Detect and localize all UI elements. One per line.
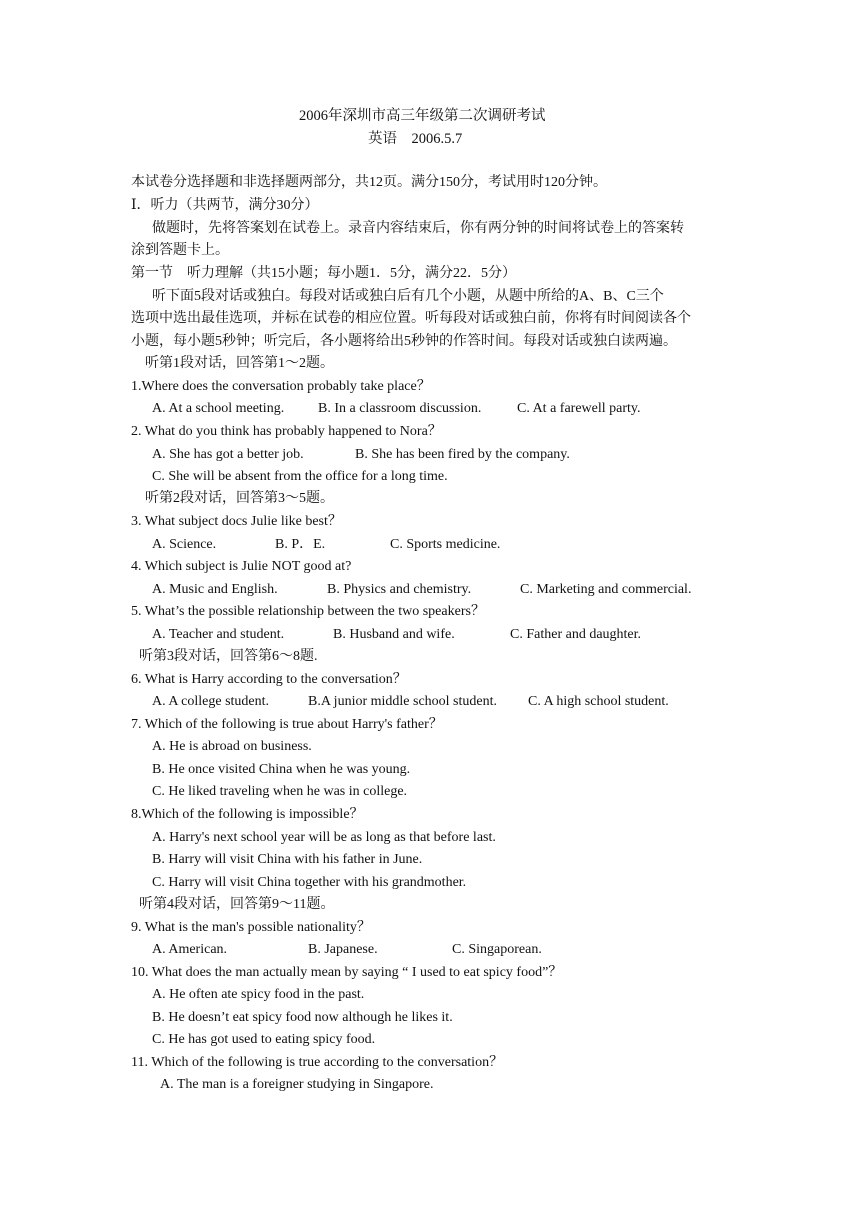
option-row (152, 580, 692, 600)
option-b: B. Harry will visit China with his father in June. (152, 852, 423, 867)
option-c: C. He has got used to eating spicy food. (152, 1032, 376, 1047)
question-stem: 2. What do you think has probably happened to Nora？ (131, 424, 442, 439)
option-a: A. The man is a foreigner studying in Singapore. (160, 1077, 434, 1092)
option-a: A. He often ate spicy food in the past. (152, 987, 365, 1002)
option-a: A. Music and English. (152, 582, 278, 597)
option-c: C. Marketing and commercial. (520, 582, 692, 597)
question-stem: 5. What’s the possible relationship between the two speakers？ (131, 604, 485, 619)
option-a: A. She has got a better job. (152, 447, 304, 462)
paper-info: 本试卷分选择题和非选择题两部分，共12页。满分150分，考试用时120分钟。 (131, 175, 607, 190)
option-a: A. American. (152, 942, 228, 957)
option-b: B. In a classroom discussion. (318, 401, 482, 416)
option-b: B.A junior middle school student. (308, 694, 497, 709)
option-row (152, 445, 570, 465)
question-stem: 1.Where does the conversation probably take place？ (131, 379, 431, 394)
option-c: C. She will be absent from the office for a long time. (152, 469, 448, 484)
option-row (152, 625, 642, 645)
section1-instructions: 选项中选出最佳选项，并标在试卷的相应位置。听每段对话或独白前，你将有时间阅读各个 (131, 311, 691, 326)
part1-note: 做题时，先将答案划在试卷上。录音内容结束后，你有两分钟的时间将试卷上的答案转 (152, 221, 684, 236)
dialogue-header: 听第1段对话，回答第1～2题。 (145, 356, 334, 371)
option-a: A. Harry's next school year will be as long as that before last. (152, 830, 496, 845)
section1-instructions: 小题，每小题5秒钟；听完后，各小题将给出5秒钟的作答时间。每段对话或独白读两遍。 (131, 334, 677, 349)
option-a: A. At a school meeting. (152, 401, 285, 416)
option-a: A. Science. (152, 537, 217, 552)
question-stem: 4. Which subject is Julie NOT good at? (131, 559, 352, 574)
option-row (152, 399, 641, 419)
section1-heading: 第一节 听力理解（共15小题；每小题1．5分，满分22．5分） (131, 266, 516, 281)
option-a: A. A college student. (152, 694, 270, 709)
option-b: B. Physics and chemistry. (327, 582, 472, 597)
option-c: C. A high school student. (528, 694, 669, 709)
dialogue-header: 听第3段对话，回答第6～8题. (139, 649, 318, 664)
section1-instructions: 听下面5段对话或独白。每段对话或独白后有几个小题，从题中所给的A、B、C三个 (152, 289, 664, 304)
question-stem: 8.Which of the following is impossible？ (131, 807, 364, 822)
option-b: B. Japanese. (308, 942, 378, 957)
part1-note: 涂到答题卡上。 (131, 243, 229, 258)
option-b: B. Husband and wife. (333, 627, 455, 642)
question-stem: 6. What is Harry according to the conversation？ (131, 672, 407, 687)
option-c: C. He liked traveling when he was in college. (152, 784, 408, 799)
option-a: A. He is abroad on business. (152, 739, 312, 754)
option-row (152, 940, 542, 960)
option-c: C. At a farewell party. (517, 401, 641, 416)
question-stem: 9. What is the man's possible nationality？ (131, 920, 371, 935)
dialogue-header: 听第4段对话，回答第9～11题。 (139, 897, 335, 912)
option-row (152, 692, 669, 712)
option-a: A. Teacher and student. (152, 627, 285, 642)
exam-subtitle: 英语 2006.5.7 (368, 131, 463, 147)
question-stem: 3. What subject docs Julie like best？ (131, 514, 342, 529)
question-stem: 11. Which of the following is true according to the conversation？ (131, 1055, 504, 1070)
exam-title: 2006年深圳市高三年级第二次调研考试 (299, 108, 546, 124)
part1-heading: Ⅰ．听力（共两节，满分30分） (131, 198, 319, 213)
option-b: B. He once visited China when he was young. (152, 762, 411, 777)
question-stem: 7. Which of the following is true about Harry's father？ (131, 717, 443, 732)
option-c: C. Singaporean. (452, 942, 542, 957)
option-c: C. Father and daughter. (510, 627, 642, 642)
option-c: C. Sports medicine. (390, 537, 501, 552)
option-b: B. He doesn’t eat spicy food now although he likes it. (152, 1010, 453, 1025)
question-stem: 10. What does the man actually mean by saying “ I used to eat spicy food”？ (131, 965, 563, 980)
option-b: B. She has been fired by the company. (355, 447, 570, 462)
option-row (152, 535, 501, 555)
dialogue-header: 听第2段对话，回答第3～5题。 (145, 491, 334, 506)
option-b: B. P．E. (275, 537, 326, 552)
option-c: C. Harry will visit China together with his grandmother. (152, 875, 467, 890)
